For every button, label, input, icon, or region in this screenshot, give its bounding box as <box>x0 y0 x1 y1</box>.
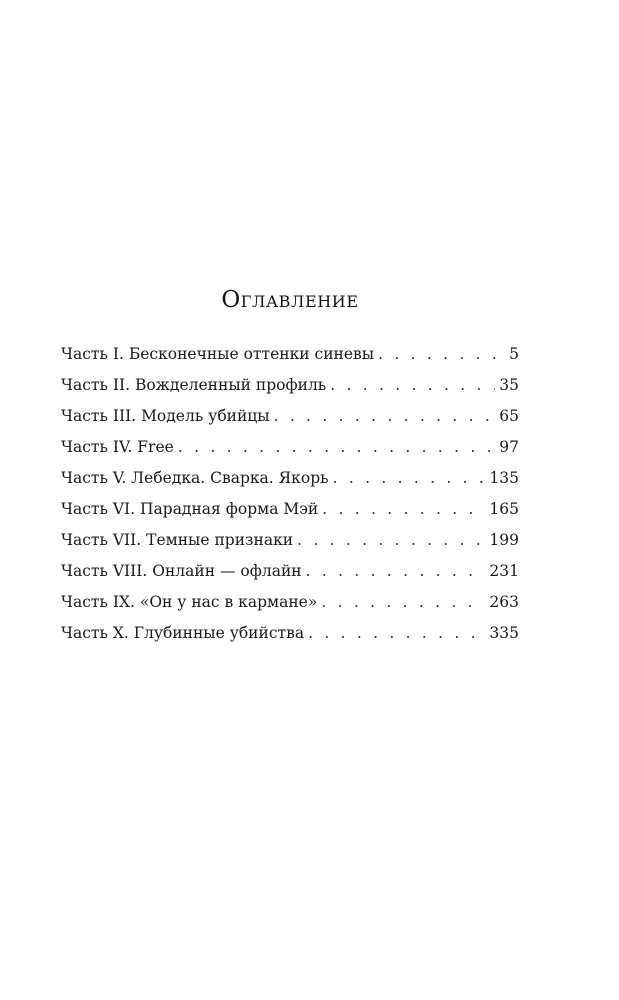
toc-entry-label: Часть VI. Парадная форма Мэй <box>61 500 319 518</box>
toc-entry-label: Часть IV. Free <box>61 438 174 456</box>
toc-entry-label: Часть III. Модель убийцы <box>61 407 270 425</box>
toc-entry <box>61 525 519 556</box>
toc-entry-label: Часть IX. «Он у нас в кармане» <box>61 593 318 611</box>
toc-entry <box>61 401 519 432</box>
toc-dot-leader <box>330 370 495 401</box>
toc-dot-leader <box>321 587 485 618</box>
toc-dot-leader <box>306 556 486 587</box>
toc-entry <box>61 463 519 494</box>
toc-dot-leader <box>308 618 485 649</box>
toc-dot-leader <box>178 432 495 463</box>
toc-dot-leader <box>274 401 496 432</box>
toc-entry-page: 65 <box>499 407 519 425</box>
toc-entry-page: 231 <box>489 562 519 580</box>
toc-entry-page: 135 <box>489 469 519 487</box>
toc-entry <box>61 339 519 370</box>
toc-title: Оглавление <box>221 287 359 313</box>
toc-dot-leader <box>322 494 485 525</box>
toc-entry <box>61 494 519 525</box>
toc-entry <box>61 432 519 463</box>
toc-entry-label: Часть II. Вожделенный профиль <box>61 376 327 394</box>
toc-dot-leader <box>378 339 505 370</box>
toc-entry-label: Часть I. Бесконечные оттенки синевы <box>61 345 375 363</box>
toc-entry-page: 263 <box>489 593 519 611</box>
toc-entry-label: Часть VIII. Онлайн — офлайн <box>61 562 302 580</box>
toc-entry <box>61 370 519 401</box>
toc-entry <box>61 556 519 587</box>
toc-entry-page: 35 <box>499 376 519 394</box>
toc-entry-page: 199 <box>489 531 519 549</box>
toc-entry-page: 165 <box>489 500 519 518</box>
toc-entry-label: Часть V. Лебедка. Сварка. Якорь <box>61 469 329 487</box>
toc-entry-page: 5 <box>509 345 519 363</box>
toc-entry-page: 335 <box>489 624 519 642</box>
toc-dot-leader <box>297 525 485 556</box>
toc-entry-page: 97 <box>499 438 519 456</box>
toc-entry-label: Часть X. Глубинные убийства <box>61 624 305 642</box>
toc-list <box>61 339 519 649</box>
toc-entry-label: Часть VII. Темные признаки <box>61 531 294 549</box>
toc-entry <box>61 618 519 649</box>
toc-entry <box>61 587 519 618</box>
toc-dot-leader <box>333 463 486 494</box>
